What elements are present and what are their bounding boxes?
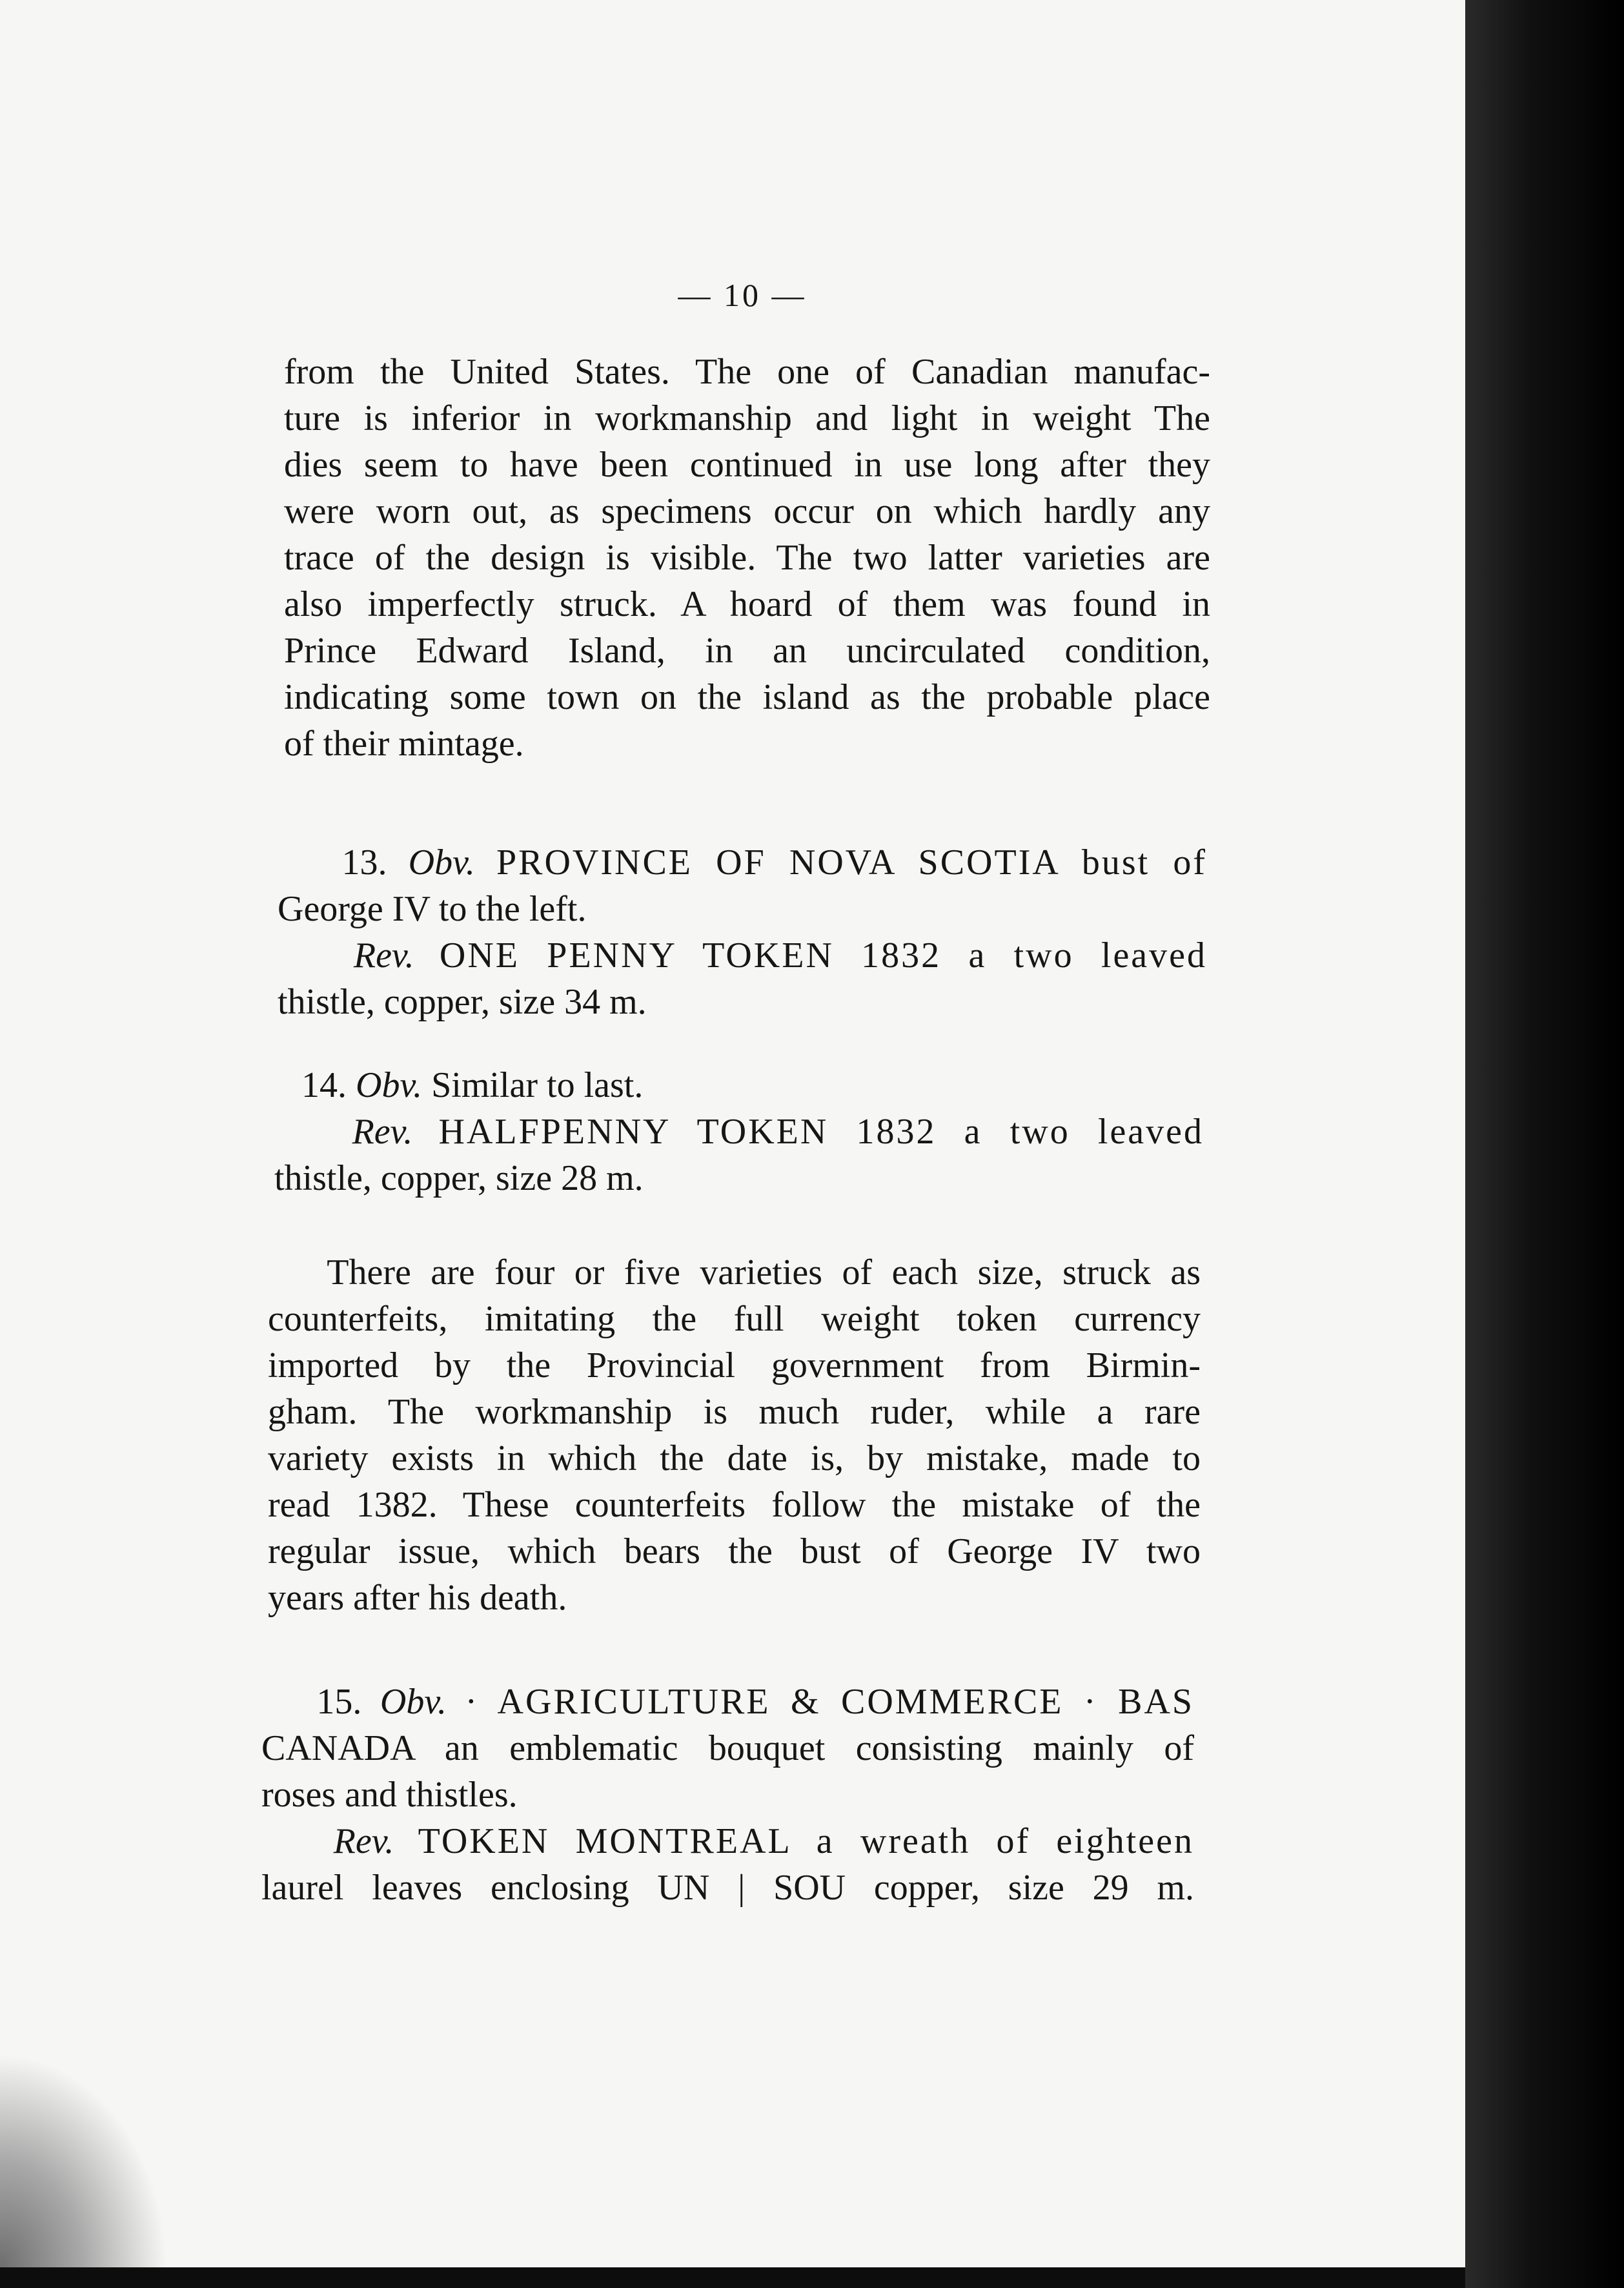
reverse-description: ONE PENNY TOKEN 1832 a two leaved — [439, 935, 1208, 975]
obverse-description: Similar to last. — [431, 1065, 644, 1105]
entry-14 — [274, 1062, 1204, 1201]
text-line: ture is inferior in workmanship and light in weight The — [284, 398, 1210, 438]
entry-13 — [278, 839, 1207, 1025]
scan-edge-bottom — [0, 2267, 1465, 2288]
entry-14-obverse — [274, 1062, 1204, 1108]
entry-number: 15. — [316, 1682, 362, 1722]
reverse-label: Rev. — [333, 1821, 394, 1861]
text-line: roses and thistles. — [261, 1775, 518, 1815]
text-line: of their mintage. — [284, 724, 524, 764]
page-number: — 10 — — [678, 277, 807, 313]
corner-smudge — [0, 2053, 168, 2267]
reverse-label: Rev. — [352, 1112, 413, 1152]
text-line: also imperfectly struck. A hoard of them was found in — [284, 584, 1210, 624]
text-line: from the United States. The one of Canadian manufac- — [284, 352, 1210, 392]
text-line: Prince Edward Island, in an uncirculated condition, — [284, 631, 1210, 671]
entry-number: 14. — [301, 1065, 347, 1105]
text-line: laurel leaves enclosing UN | SOU copper, size 29 m. — [261, 1868, 1194, 1908]
entry-13-obverse — [278, 839, 1207, 886]
entry-15 — [261, 1679, 1194, 1911]
obverse-description: PROVINCE OF NOVA SCOTIA bust of — [496, 843, 1208, 883]
text-line: dies seem to have been continued in use long after they — [284, 445, 1210, 485]
text-line: thistle, copper, size 34 m. — [278, 982, 647, 1022]
obverse-label: Obv. — [380, 1682, 447, 1722]
text-line: gham. The workmanship is much ruder, while a rare — [268, 1392, 1201, 1432]
entry-15-reverse — [261, 1818, 1194, 1864]
text-line: regular issue, which bears the bust of George IV two — [268, 1531, 1201, 1571]
paragraph-continuation — [284, 349, 1210, 767]
reverse-description: HALFPENNY TOKEN 1832 a two leaved — [438, 1112, 1204, 1152]
reverse-description: TOKEN MONTREAL a wreath of eighteen — [418, 1821, 1195, 1861]
entry-15-obverse — [261, 1679, 1194, 1725]
text-line: years after his death. — [268, 1578, 567, 1618]
text-line: were worn out, as specimens occur on which hardly any — [284, 491, 1210, 531]
entry-13-reverse — [278, 932, 1207, 979]
obverse-label: Obv. — [408, 843, 475, 883]
text-line: variety exists in which the date is, by mistake, made to — [268, 1438, 1201, 1478]
text-line: CANADA an emblematic bouquet consisting mainly of — [261, 1728, 1194, 1768]
text-line: George IV to the left. — [278, 889, 587, 929]
entry-14-reverse — [274, 1108, 1204, 1155]
entry-number: 13. — [341, 843, 387, 883]
text-line: indicating some town on the island as the probable place — [284, 677, 1210, 717]
text-line: thistle, copper, size 28 m. — [274, 1158, 644, 1198]
text-line: read 1382. These counterfeits follow the mistake of the — [268, 1485, 1201, 1525]
text-line: counterfeits, imitating the full weight token currency — [268, 1299, 1201, 1339]
text-line: trace of the design is visible. The two latter varieties are — [284, 538, 1210, 578]
obverse-description: · AGRICULTURE & COMMERCE · BAS — [465, 1682, 1195, 1722]
text-line-content: There are four or five varieties of each size, struck as — [327, 1252, 1201, 1292]
reverse-label: Rev. — [353, 935, 414, 975]
text-line: imported by the Provincial government from Birmin- — [268, 1345, 1201, 1385]
paragraph-counterfeits — [268, 1249, 1201, 1621]
obverse-label: Obv. — [356, 1065, 423, 1105]
text-line — [268, 1249, 1201, 1296]
scan-edge-right — [1465, 0, 1624, 2288]
